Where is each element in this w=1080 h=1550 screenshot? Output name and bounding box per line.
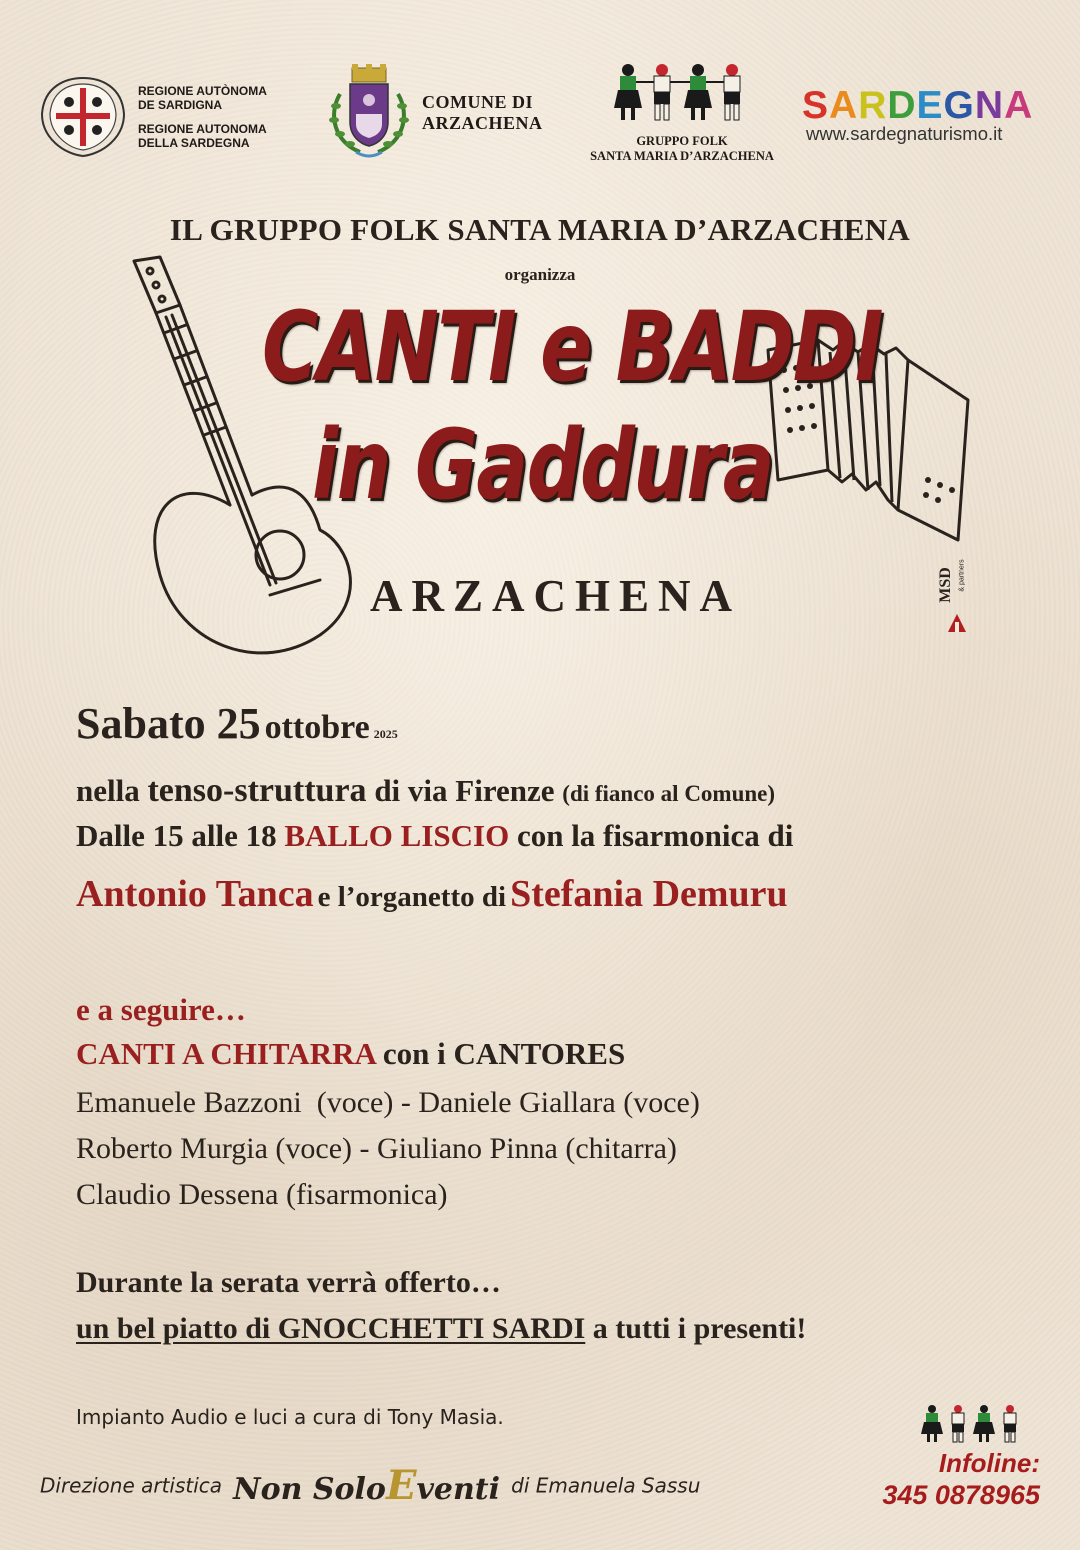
folk-dancers-icon: [612, 62, 752, 124]
sardegna-letter: G: [943, 84, 975, 127]
title-line-2: in Gaddura: [312, 409, 773, 521]
regione-line-3: REGIONE AUTONOMA: [138, 122, 267, 136]
gruppo-line-2: SANTA MARIA D’ARZACHENA: [590, 149, 774, 163]
brand-venti: venti: [416, 1472, 501, 1507]
sardegna-letter: N: [974, 84, 1005, 127]
venue-line: [76, 772, 775, 810]
canti-a-chitarra: CANTI A CHITARRA: [76, 1036, 376, 1071]
sardegna-wordmark: [802, 86, 1052, 126]
msd-label: MSD: [936, 567, 954, 603]
sardegna-letter: S: [802, 84, 830, 127]
msd-logo-icon: [946, 612, 968, 634]
comune-line-2: ARZACHENA: [422, 113, 543, 133]
time-post: con la fisarmonica di: [516, 818, 794, 853]
venue-post: di via Firenze: [374, 773, 555, 808]
sardegna-url: www.sardegnaturismo.it: [806, 123, 1003, 144]
city-title: ARZACHENA: [370, 571, 742, 621]
comune-logo: [326, 64, 556, 164]
direzione-post: di Emanuela Sassu: [511, 1473, 701, 1498]
sardegna-letter: A: [1004, 84, 1034, 127]
sardegna-letter: E: [916, 84, 944, 127]
infoline: [800, 1448, 1040, 1512]
event-date: [76, 698, 398, 749]
msd-partners-label: & partners: [958, 559, 966, 592]
event-month: ottobre: [264, 709, 370, 746]
brand-e: E: [385, 1462, 417, 1509]
sardegna-turismo-logo: [802, 86, 1052, 156]
regione-logo: [36, 74, 296, 160]
cantori-label: con i CANTORES: [382, 1036, 626, 1071]
brand-non-solo: Non Solo: [233, 1472, 386, 1507]
venue-main: tenso-struttura: [147, 772, 367, 809]
artist-1: Antonio Tanca: [76, 873, 314, 915]
organizza-label: organizza: [504, 265, 576, 284]
offer-line-1: Durante la serata verrà offerto…: [76, 1266, 501, 1299]
regione-line-2: DE SARDIGNA: [138, 98, 223, 112]
direzione-label: Direzione artistica: [40, 1473, 223, 1498]
folk-dancers-small-icon: [920, 1404, 1024, 1444]
non-solo-eventi-logo: [233, 1462, 500, 1509]
msd-partners-mark: [938, 546, 978, 636]
regione-line-4: DELLA SARDEGNA: [138, 136, 250, 150]
organizer-heading: IL GRUPPO FOLK SANTA MARIA D’ARZACHENA: [169, 212, 911, 247]
venue-note: (di fianco al Comune): [562, 781, 776, 806]
offer-underlined: un bel piatto di GNOCCHETTI SARDI: [76, 1312, 586, 1345]
artist-2: Stefania Demuru: [510, 873, 788, 915]
event-day: Sabato 25: [76, 699, 261, 748]
singers-line-3: Claudio Dessena (fisarmonica): [76, 1178, 448, 1211]
gruppo-line-1: GRUPPO FOLK: [636, 134, 728, 148]
sardegna-letter: D: [887, 84, 917, 127]
artists-line: [76, 872, 788, 916]
time-pre: Dalle 15 alle 18: [76, 818, 277, 853]
offer-line-2: [76, 1312, 806, 1346]
gruppo-folk-logo: [566, 62, 798, 166]
venue-pre: nella: [76, 773, 140, 808]
artist-connector: e l’organetto di: [317, 881, 507, 913]
event-year: 2025: [373, 727, 398, 741]
sardegna-letter: A: [829, 84, 859, 127]
infoline-label: Infoline:: [938, 1448, 1040, 1478]
comune-line-1: COMUNE DI: [422, 92, 533, 112]
singers-line-1: Emanuele Bazzoni (voce) - Daniele Giallara (voce): [76, 1086, 700, 1119]
offer-end: a tutti i presenti!: [592, 1312, 807, 1345]
regione-line-1: REGIONE AUTÒNOMA: [138, 84, 267, 98]
infoline-phone[interactable]: 345 0878965: [882, 1480, 1040, 1510]
sardegna-letter: R: [858, 84, 888, 127]
title-line-1: CANTI e BADDI: [262, 291, 882, 403]
seguire-line: e a seguire…: [76, 992, 246, 1027]
singers-line-2: Roberto Murgia (voce) - Giuliano Pinna (chitarra): [76, 1132, 677, 1165]
time-line: [76, 818, 793, 854]
regione-coat-of-arms-icon: [36, 74, 130, 160]
ballo-liscio: BALLO LISCIO: [284, 818, 510, 853]
canti-line: [76, 1036, 625, 1072]
comune-crest-icon: [326, 64, 412, 160]
direzione-artistica-line: [40, 1462, 700, 1509]
audio-credit: Impianto Audio e luci a cura di Tony Masia.: [76, 1405, 504, 1429]
